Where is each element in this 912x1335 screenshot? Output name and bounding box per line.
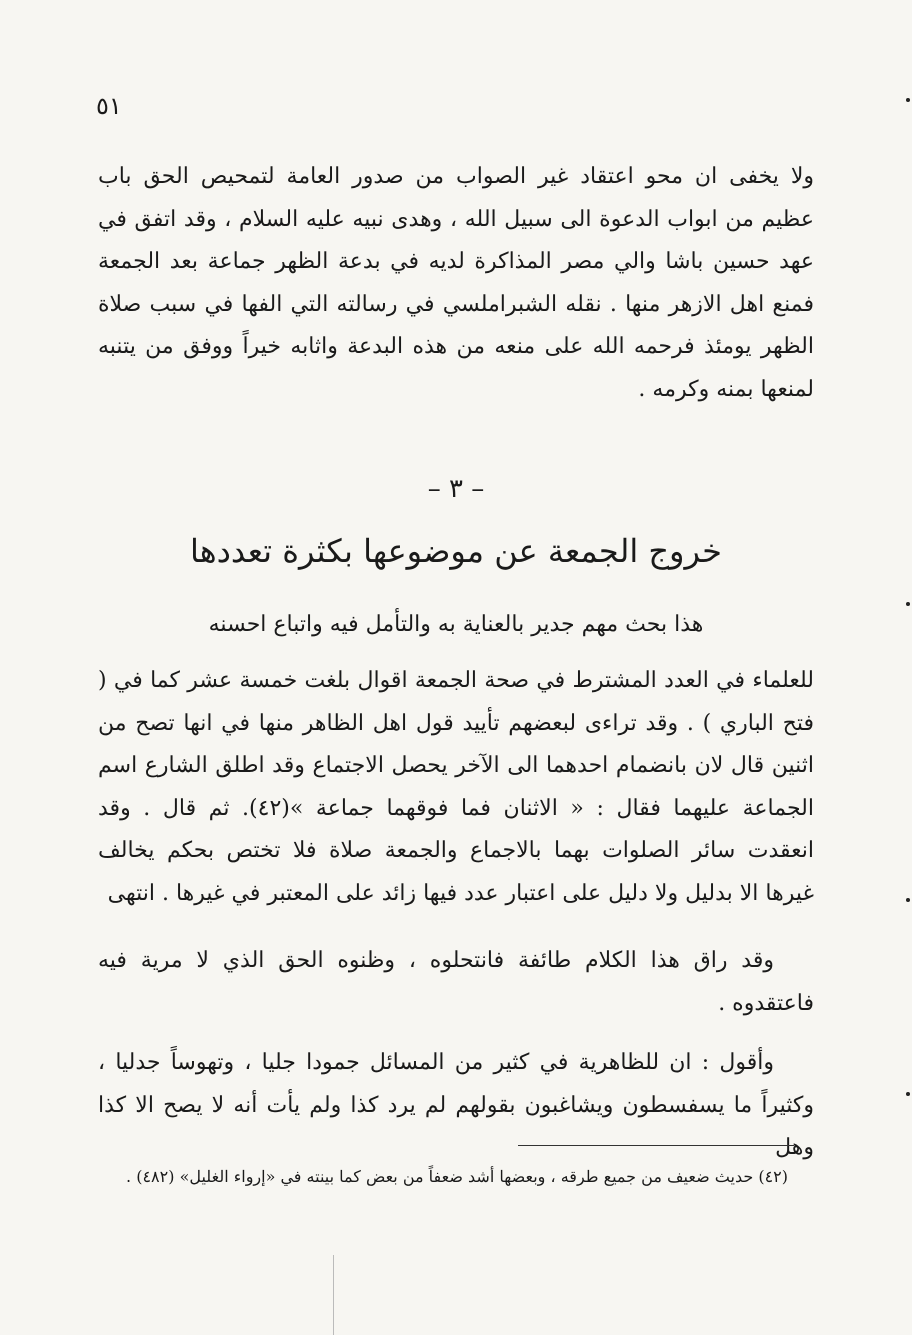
- section-title: خروج الجمعة عن موضوعها بكثرة تعددها: [190, 532, 722, 570]
- paragraph-3: [98, 940, 814, 1025]
- margin-speck: [906, 98, 910, 102]
- paragraph-1-text: ولا يخفى ان محو اعتقاد غير الصواب من صدور العامة لتمحيص الحق باب عظيم من ابواب الدعوة الى سبيل الله ، وهدى نبيه عليه السلام ، وقد اتفق في عهد حسين باشا والي مصر المذاكرة لديه في بدعة الظهر جماعة بعد الجمعة فمنع اهل الازهر منها . نقله الشبراملسي في رسالته التي الفها في سبب صلاة الظهر يومئذ فرحمه الله على منعه من هذه البدعة واثابه خيراً ووفق من يتنبه لمنعها بمنه وكرمه .: [98, 164, 814, 402]
- paragraph-4-text: وأقول : ان للظاهرية في كثير من المسائل جمودا جليا ، وتهوساً جدليا ، وكثيراً ما يسفسطون ويشاغبون بقولهم لم يرد كذا ولم يأت أنه لا يصح الا كذا وهل: [98, 1050, 814, 1160]
- margin-speck: [906, 1092, 910, 1096]
- footnote-separator: [518, 1145, 794, 1146]
- paragraph-1: [98, 156, 814, 411]
- margin-speck: [906, 602, 910, 606]
- footnote-text: (٤٢) حديث ضعيف من جميع طرقه ، وبعضها أشد ضعفاً من بعض كما بينته في «إرواء الغليل» (٤٨٢) .: [126, 1167, 788, 1186]
- binding-gutter-line: [333, 1255, 334, 1335]
- margin-speck: [906, 898, 910, 902]
- paragraph-3-text: وقد راق هذا الكلام طائفة فانتحلوه ، وظنوه الحق الذي لا مرية فيه فاعتقدوه .: [98, 948, 814, 1016]
- paragraph-2-text: للعلماء في العدد المشترط في صحة الجمعة اقوال بلغت خمسة عشر كما في ( فتح الباري ) . وقد تراءى لبعضهم تأييد قول اهل الظاهر منها في انها تصح من اثنين قال لان بانضمام احدهما الى الآخر يحصل الاجتماع وقد اطلق الشارع اسم الجماعة عليهما فقال : « الاثنان فما فوقهما جماعة »(٤٢). ثم قال . وقد انعقدت سائر الصلوات بهما بالاجماع والجمعة صلاة فلا تختص بحكم يخالف غيرها الا بدليل ولا دليل على اعتبار عدد فيها زائد على المعتبر في غيرها . انتهى: [98, 668, 814, 906]
- section-intro-line: هذا بحث مهم جدير بالعناية به والتأمل فيه واتباع احسنه: [208, 612, 704, 637]
- footnote: [98, 1160, 814, 1194]
- section-number: – ٣ –: [427, 474, 485, 504]
- paragraph-2: [98, 660, 814, 915]
- paragraph-4: [98, 1042, 814, 1170]
- page-number: ٥١: [96, 92, 122, 120]
